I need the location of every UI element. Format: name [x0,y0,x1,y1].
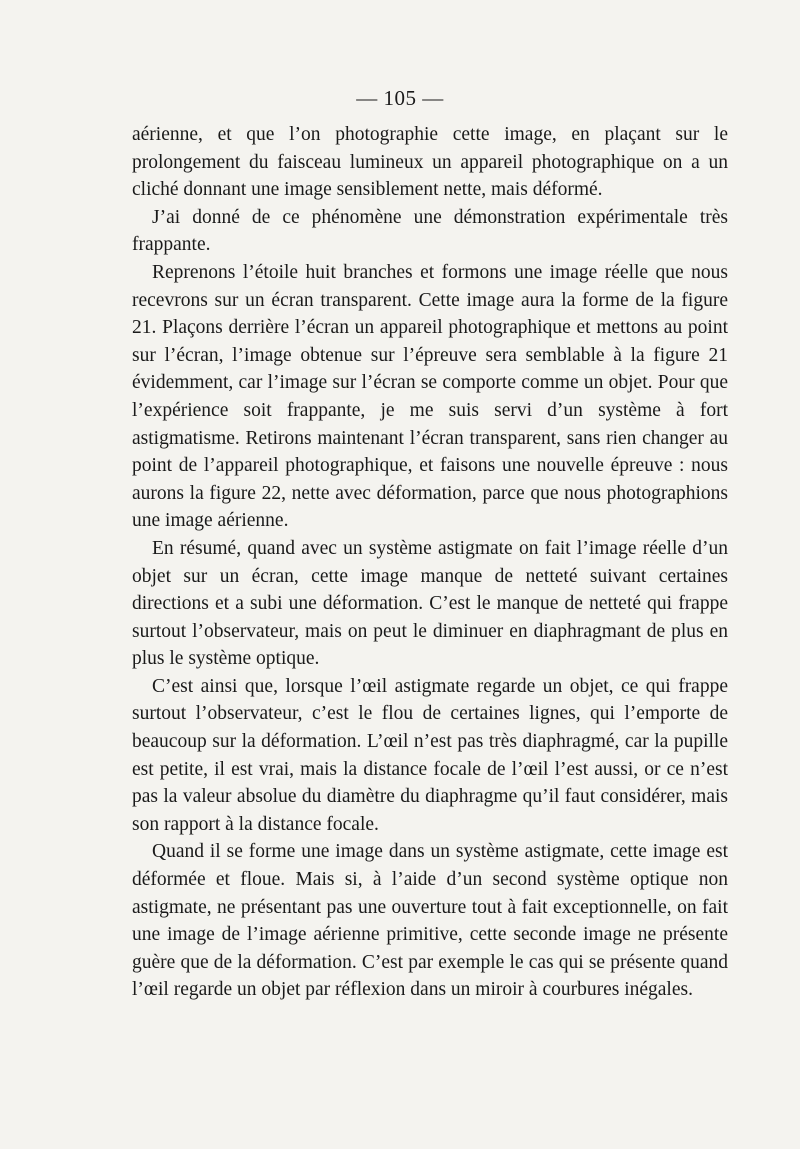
paragraph-2: J’ai donné de ce phénomène une démonstration expérimentale très frappante. [132,206,728,256]
paragraph-6: Quand il se forme une image dans un système astigmate, cette image est déformée et floue. Mais si, à l’aide d’un second système optique non astigmate, ne présentant pas une ouverture tout à fait exceptionnelle, on fait une image de l’image aérienne primitive, cette seconde image ne présente guère que de la déformation. C’est par exemple le cas qui se présente quand l’œil regarde un objet par réflexion dans un miroir à courbures inégales. [132,841,728,1001]
paragraph-3: Reprenons l’étoile huit branches et formons une image réelle que nous recevrons sur un écran transparent. Cette image aura la forme de la figure 21. Plaçons derrière l’écran un appareil photographique et mettons au point sur l’écran, l’image obtenue sur l’épreuve sera semblable à la figure 21 évidemment, car l’image sur l’écran se comporte comme un objet. Pour que l’expérience soit frappante, je me suis servi d’un système à fort astigmatisme. Retirons maintenant l’écran transparent, sans rien changer au point de l’appareil photographique, et faisons une nouvelle épreuve : nous aurons la figure 22, nette avec déformation, parce que nous photographions une image aérienne. [132,261,728,532]
page-number: — 105 — [356,86,444,110]
body-text [132,121,728,1004]
paragraph-4: En résumé, quand avec un système astigmate on fait l’image réelle d’un objet sur un écran, cette image manque de netteté suivant certaines directions et a subi une déformation. C’est le manque de netteté qui frappe surtout l’observateur, mais on peut le diminuer en diaphragmant de plus en plus le système optique. [132,537,728,670]
paragraph-5: C’est ainsi que, lorsque l’œil astigmate regarde un objet, ce qui frappe surtout l’observateur, c’est le flou de certaines lignes, qui l’emporte de beaucoup sur la déformation. L’œil n’est pas très diaphragmé, car la pupille est petite, il est vrai, mais la distance focale de l’œil l’est aussi, or ce n’est pas la valeur absolue du diamètre du diaphragme qu’il faut considérer, mais son rapport à la distance focale. [132,675,728,835]
paragraph-1: aérienne, et que l’on photographie cette image, en plaçant sur le prolongement du faisceau lumineux un appareil photographique on a un cliché donnant une image sensiblement nette, mais déformé. [132,124,728,201]
